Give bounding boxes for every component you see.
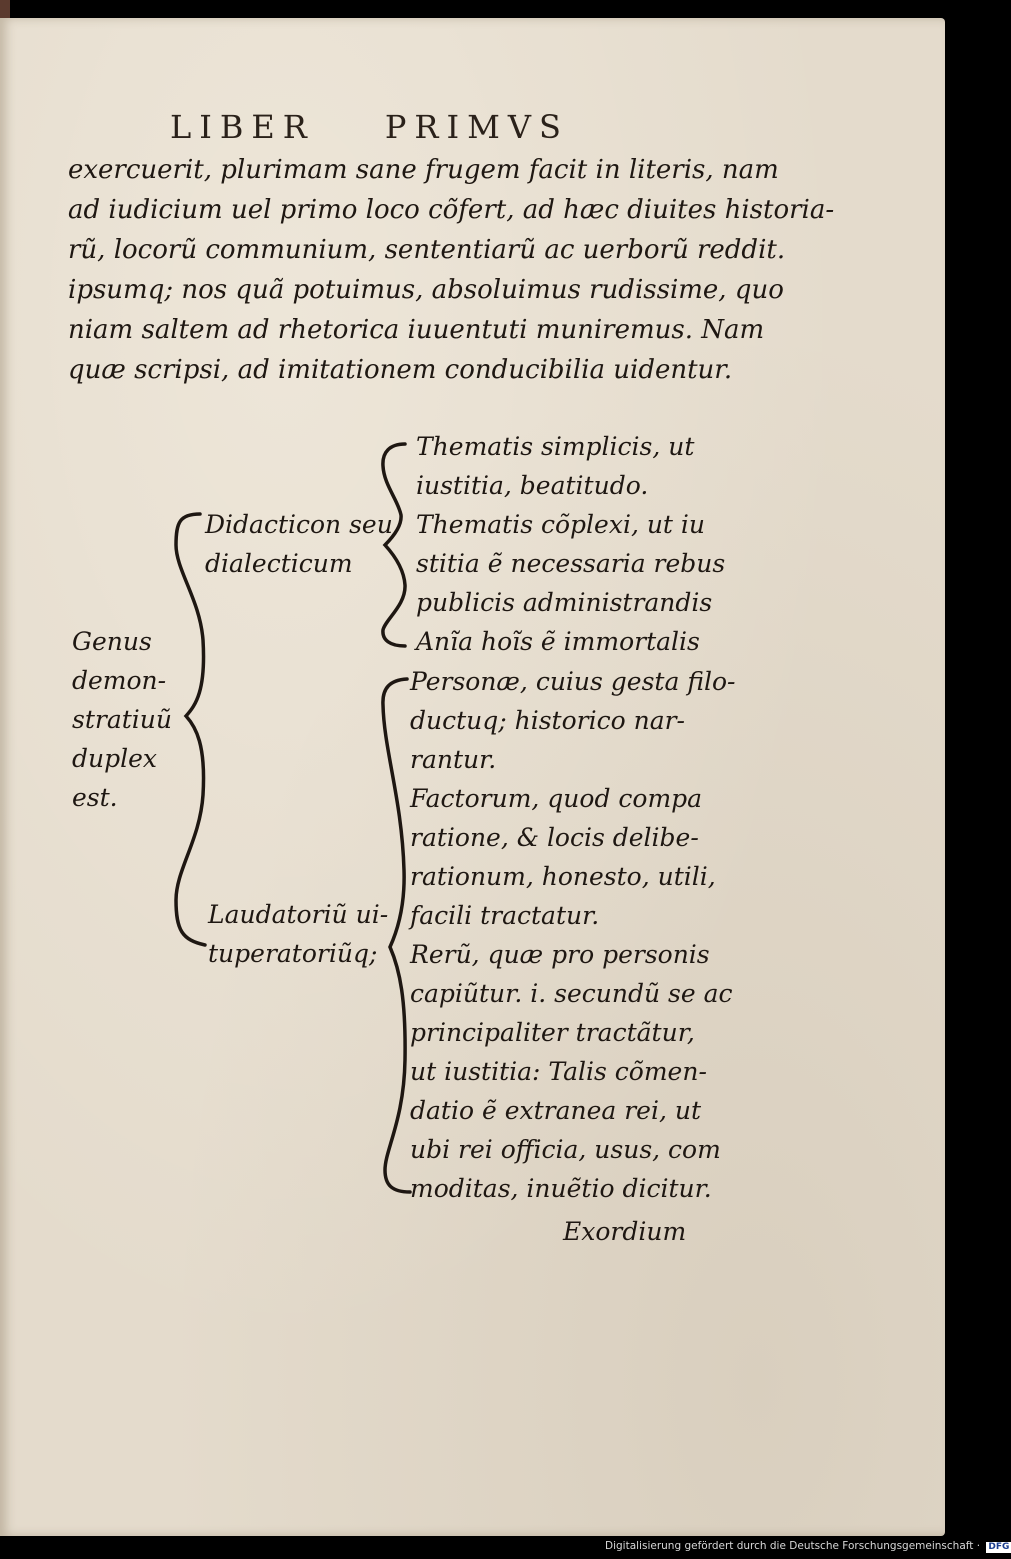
laud-line: principaliter tractãtur, — [410, 1018, 695, 1047]
genus-line: stratiuũ — [72, 705, 172, 734]
thematis-line: iustitia, beatitudo. — [416, 471, 649, 500]
body-line: rũ, locorũ communium, sententiarũ ac uerborũ reddit. — [68, 235, 786, 265]
body-line: quæ scripsi, ad imitationem conducibilia uidentur. — [68, 355, 733, 385]
didacticon-line: dialecticum — [205, 549, 353, 578]
thematis-line: stitia ẽ necessaria rebus — [416, 549, 726, 578]
running-head-word-2: PRIMVS — [384, 108, 569, 146]
laud-line: rantur. — [410, 745, 497, 774]
laud-line: Personæ, cuius gesta filo- — [410, 667, 736, 696]
laudatorium-line: tuperatoriũq; — [208, 939, 378, 968]
laud-line: datio ẽ extranea rei, ut — [410, 1096, 702, 1125]
laudatorium-line: Laudatoriũ ui- — [208, 900, 389, 929]
genus-line: demon- — [72, 666, 167, 695]
body-line: exercuerit, plurimam sane frugem facit in literis, nam — [68, 155, 779, 185]
thematis-line: publicis administrandis — [416, 588, 713, 617]
laud-line: ratione, & locis delibe- — [410, 823, 699, 852]
body-line: ad iudicium uel primo loco cõfert, ad hæc diuites historia- — [68, 195, 835, 225]
dfg-logo: DFG — [988, 1542, 1010, 1552]
thematis-line: Thematis cõplexi, ut iu — [416, 510, 706, 539]
running-head-word-1: LIBER — [170, 108, 315, 146]
genus-brace — [176, 514, 205, 945]
body-line: ipsumq; nos quã potuimus, absoluimus rudissime, quo — [68, 275, 784, 305]
body-line: niam saltem ad rhetorica iuuentuti muniremus. Nam — [68, 315, 765, 345]
genus-line: duplex — [72, 744, 157, 773]
thematis-line: Anĩa hoĩs ẽ immortalis — [416, 627, 700, 656]
thematis-list — [416, 427, 725, 661]
digitization-credit: Digitalisierung gefördert durch die Deutsche Forschungsgemeinschaft · DFG — [605, 1540, 1010, 1552]
laud-line: ut iustitia: Talis cõmen- — [410, 1057, 707, 1086]
laudatorium-list — [410, 662, 736, 1208]
laudatorium-label — [208, 895, 388, 973]
laud-line: ubi rei officia, usus, com — [410, 1135, 721, 1164]
laud-line: ductuq; historico nar- — [410, 706, 685, 735]
laud-line: Factorum, quod compa — [410, 784, 703, 813]
didacticon-label — [205, 505, 393, 583]
laud-line: Rerũ, quæ pro personis — [410, 940, 710, 969]
didacticon-line: Didacticon seu — [205, 510, 393, 539]
laud-line: moditas, inuẽtio dicitur. — [410, 1174, 712, 1203]
credit-text: Digitalisierung gefördert durch die Deutsche Forschungsgemeinschaft — [605, 1540, 974, 1552]
genus-line: Genus — [72, 627, 152, 656]
catchword: Exordium — [563, 1217, 687, 1246]
laud-line: capiũtur. i. secundũ se ac — [410, 979, 733, 1008]
genus-label — [72, 622, 172, 817]
laud-line: facili tractatur. — [410, 901, 600, 930]
laud-line: rationum, honesto, utili, — [410, 862, 716, 891]
thematis-line: Thematis simplicis, ut — [416, 432, 695, 461]
genus-line: est. — [72, 783, 118, 812]
